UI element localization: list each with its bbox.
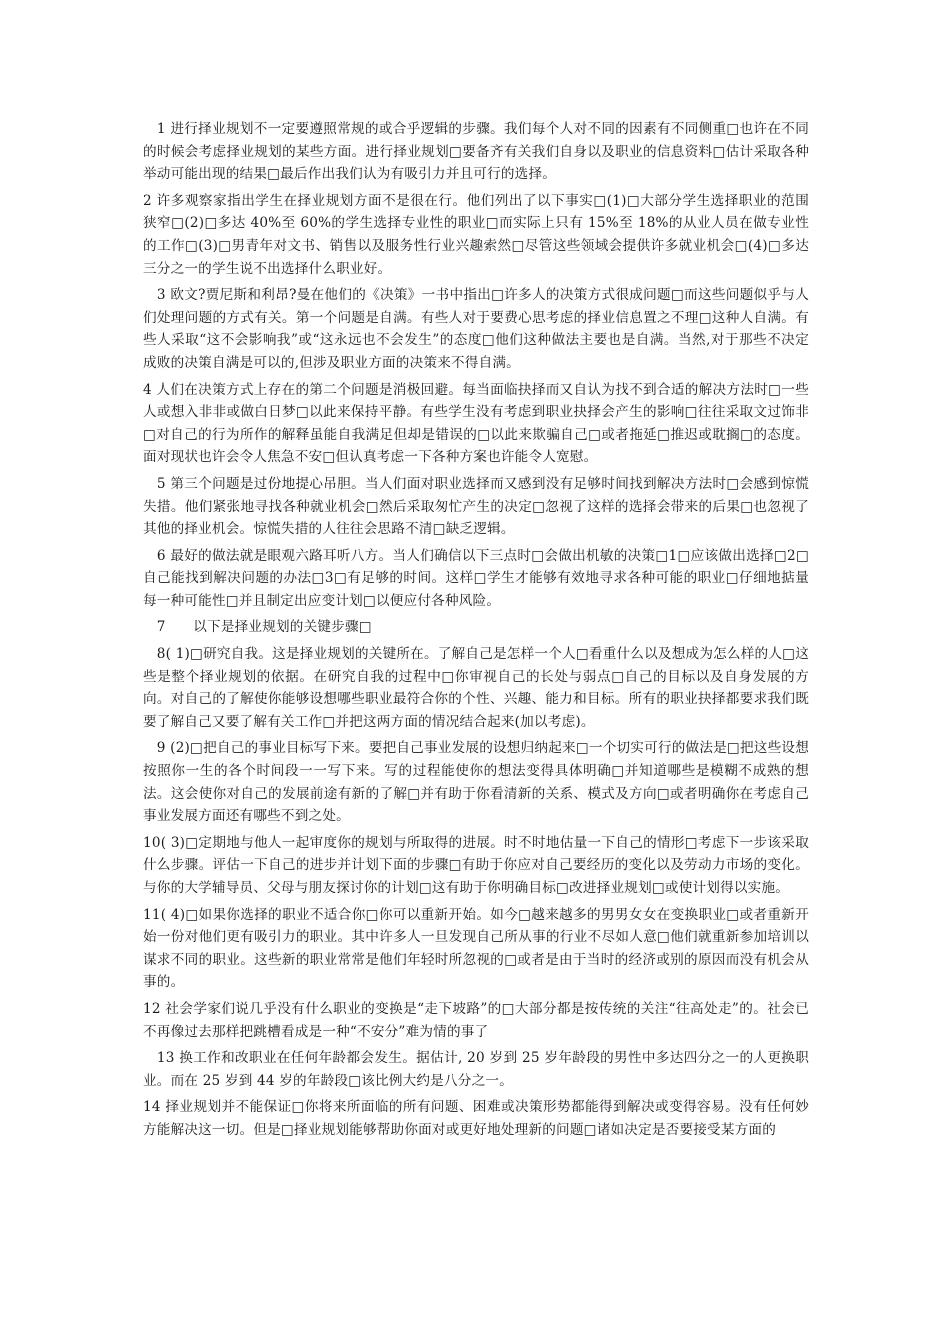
paragraph-12: 12 社会学家们说几乎没有什么职业的变换是“走下坡路”的□大部分都是按传统的关注“往高处走”的。社会已不再像过去那样把跳槽看成是一种“不安分”难为情的事了: [143, 1000, 809, 1040]
paragraph-11: 11( 4)□如果你选择的职业不适合你□你可以重新开始。如今□越来越多的男男女女在变换职业□或者重新开始一份对他们更有吸引力的职业。其中许多人一旦发现自己所从事的行业不尽如人意□他们就重新参加培训以谋求不同的职业。这些新的职业常常是他们年轻时所忽视的□或者是由于当时的经济或别的原因而没有机会从事的。: [143, 906, 809, 991]
paragraph-1: 1 进行择业规划不一定要遵照常规的或合乎逻辑的步骤。我们每个人对不同的因素有不同侧重□也许在不同的时候会考虑择业规划的某些方面。进行择业规划□要备齐有关我们自身以及职业的信息资料□估计采取各种举动可能出现的结果□最后作出我们认为有吸引力并且可行的选择。: [143, 121, 809, 183]
paragraph-8: 8( 1)□研究自我。这是择业规划的关键所在。了解自己是怎样一个人□看重什么以及想成为怎么样的人□这些是整个择业规划的依据。在研究自我的过程中□你审视自己的长处与弱点□自己的目标以及自身发展的方向。对自己的了解使你能够设想哪些职业最符合你的个性、兴趣、能力和目标。所有的职业抉择都要求我们既要了解自己又要了解有关工作□并把这两方面的情况结合起来(加以考虑)。: [143, 646, 809, 730]
document-body: [143, 118, 809, 1146]
paragraph-6: 6 最好的做法就是眼观六路耳听八方。当人们确信以下三点时□会做出机敏的决策□1□应该做出选择□2□自己能找到解决问题的办法□3□有足够的时间。这样□学生才能够有效地寻求各种可能的职业□仔细地掂量每一种可能性□并且制定出应变计划□以便应付各种风险。: [143, 547, 809, 609]
paragraph-13: 13 换工作和改职业在任何年龄都会发生。据估计, 20 岁到 25 岁年龄段的男性中多达四分之一的人更换职业。而在 25 岁到 44 岁的年龄段□该比例大约是八分之一。: [143, 1050, 809, 1089]
paragraph-5: 5 第三个问题是过份地提心吊胆。当人们面对职业选择而又感到没有足够时间找到解决方法时□会感到惊慌失措。他们紧张地寻找各种就业机会□然后采取匆忙产生的决定□忽视了这样的选择会带来的后果□也忽视了其他的择业机会。惊慌失措的人往往会思路不清□缺乏逻辑。: [143, 475, 809, 538]
paragraph-7: 7 以下是择业规划的关键步骤□: [143, 619, 372, 636]
paragraph-9: 9 (2)□把自己的事业目标写下来。要把自己事业发展的设想归纳起来□一个切实可行的做法是□把这些设想按照你一生的各个时间段一一写下来。写的过程能使你的想法变得具体明确□并知道哪些是模糊不成熟的想法。这会使你对自己的发展前途有新的了解□并有助于你看清新的关系、模式及方向□或者明确你在考虑自己事业发展方面还有哪些不到之处。: [143, 740, 809, 825]
paragraph-2: 2 许多观察家指出学生在择业规划方面不是很在行。他们列出了以下事实□(1)□大部分学生选择职业的范围狭窄□(2)□多达 40%至 60%的学生选择专业性的职业□而实际上只有 15%至 18%的从业人员在做专业性的工作□(3)□男青年对文书、销售以及服务性行业兴趣索然□尽管这些领域会提供许多就业机会□(4)□多达三分之一的学生说不出选择什么职业好。: [143, 192, 809, 277]
paragraph-4: 4 人们在决策方式上存在的第二个问题是消极回避。每当面临抉择而又自认为找不到合适的解决方法时□一些人或想入非非或做白日梦□以此来保持平静。有些学生没有考虑到职业抉择会产生的影响□往往采取文过饰非□对自己的行为所作的解释虽能自我满足但却是错误的□以此来欺骗自己□或者拖延□推迟或耽搁□的态度。面对现状也许会令人焦急不安□但认真考虑一下各种方案也许能令人宽慰。: [143, 381, 809, 466]
paragraph-3: 3 欧文?贾尼斯和利昂?曼在他们的《决策》一书中指出□许多人的决策方式很成问题□而这些问题似乎与人们处理问题的方式有关。第一个问题是自满。有些人对于要费心思考虑的择业信息置之不理□这种人自满。有些人采取“这不会影响我”或“这永远也不会发生”的态度□他们这种做法主要也是自满。当然,对于那些不决定成败的决策自满是可以的,但涉及职业方面的决策来不得自满。: [143, 287, 809, 371]
paragraph-14: 14 择业规划并不能保证□你将来所面临的所有问题、困难或决策形势都能得到解决或变得容易。没有任何妙方能解决这一切。但是□择业规划能够帮助你面对或更好地处理新的问题□诸如决定是否要接受某方面的: [143, 1099, 809, 1138]
paragraph-10: 10( 3)□定期地与他人一起审度你的规划与所取得的进展。时不时地估量一下自己的情形□考虑下一步该采取什么步骤。评估一下自己的进步并计划下面的步骤□有助于你应对自己要经历的变化以及劳动力市场的变化。与你的大学辅导员、父母与朋友探讨你的计划□这有助于你明确目标□改进择业规划□或使计划得以实施。: [143, 834, 809, 896]
